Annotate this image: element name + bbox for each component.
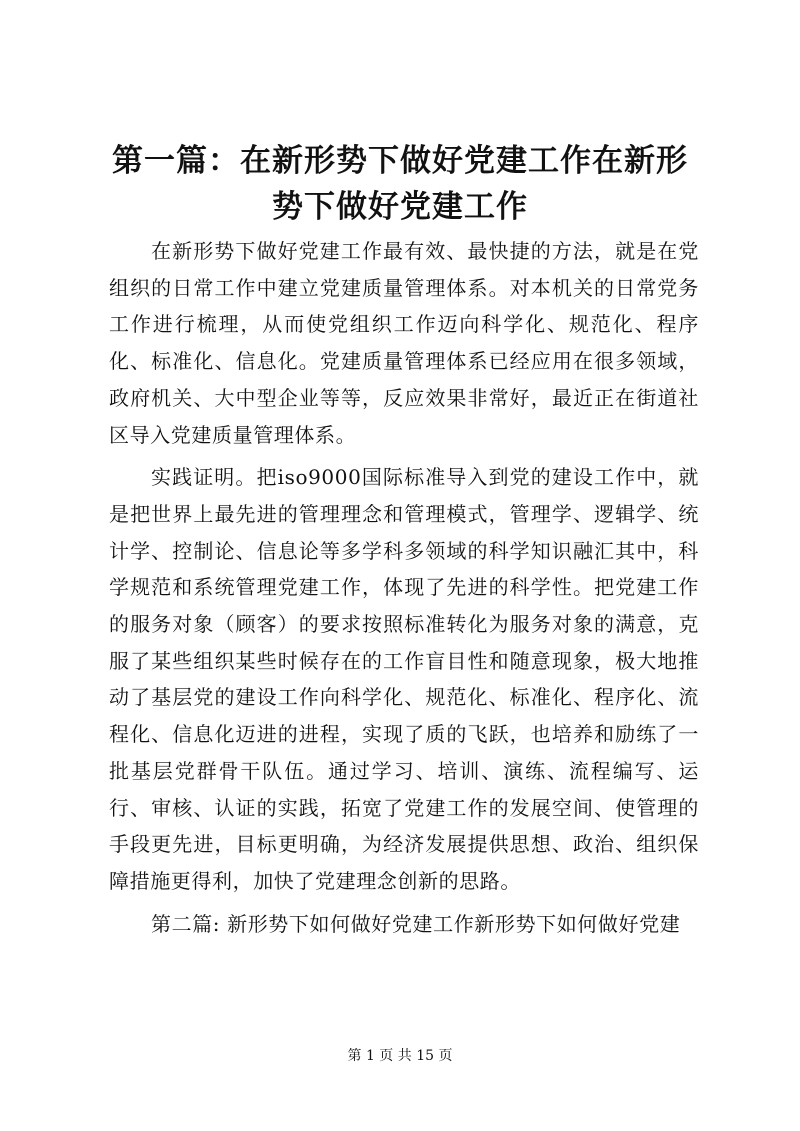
body-paragraph: 第二篇: 新形势下如何做好党建工作新形势下如何做好党建: [151, 911, 681, 936]
body-paragraph: 实践证明。把iso9000国际标准导入到党的建设工作中，就是把世界上最先进的管理理念和管理模式，管理学、逻辑学、统计学、控制论、信息论等多学科多领域的科学知识融汇其中，科学规范和系统管理党建工作，体现了先进的科学性。把党建工作的服务对象（顾客）的要求按照标准转化为服务对象的满意，克服了某些组织某些时候存在的工作盲目性和随意现象，极大地推动了基层党的建设工作向科学化、规范化、标准化、程序化、流程化、信息化迈进的进程，实现了质的飞跃，也培养和励练了一批基层党群骨干队伍。通过学习、培训、演练、流程编写、运行、审核、认证的实践，拓宽了党建工作的发展空间、使管理的手段更先进，目标更明确，为经济发展提供思想、政治、组织保障措施更得利，加快了党建理念创新的思路。: [109, 465, 699, 893]
page-footer: 第 1 页 共 15 页: [347, 1048, 453, 1064]
body-paragraph: 在新形势下做好党建工作最有效、最快捷的方法，就是在党组织的日常工作中建立党建质量管理体系。对本机关的日常党务工作进行梳理，从而使党组织工作迈向科学化、规范化、程序化、标准化、信息化。党建质量管理体系已经应用在很多领域，政府机关、大中型企业等等，反应效果非常好，最近正在街道社区导入党建质量管理体系。: [109, 239, 699, 447]
document-body: [109, 233, 699, 942]
document-title: 第一篇：在新形势下做好党建工作在新形势下做好党建工作: [112, 143, 688, 225]
